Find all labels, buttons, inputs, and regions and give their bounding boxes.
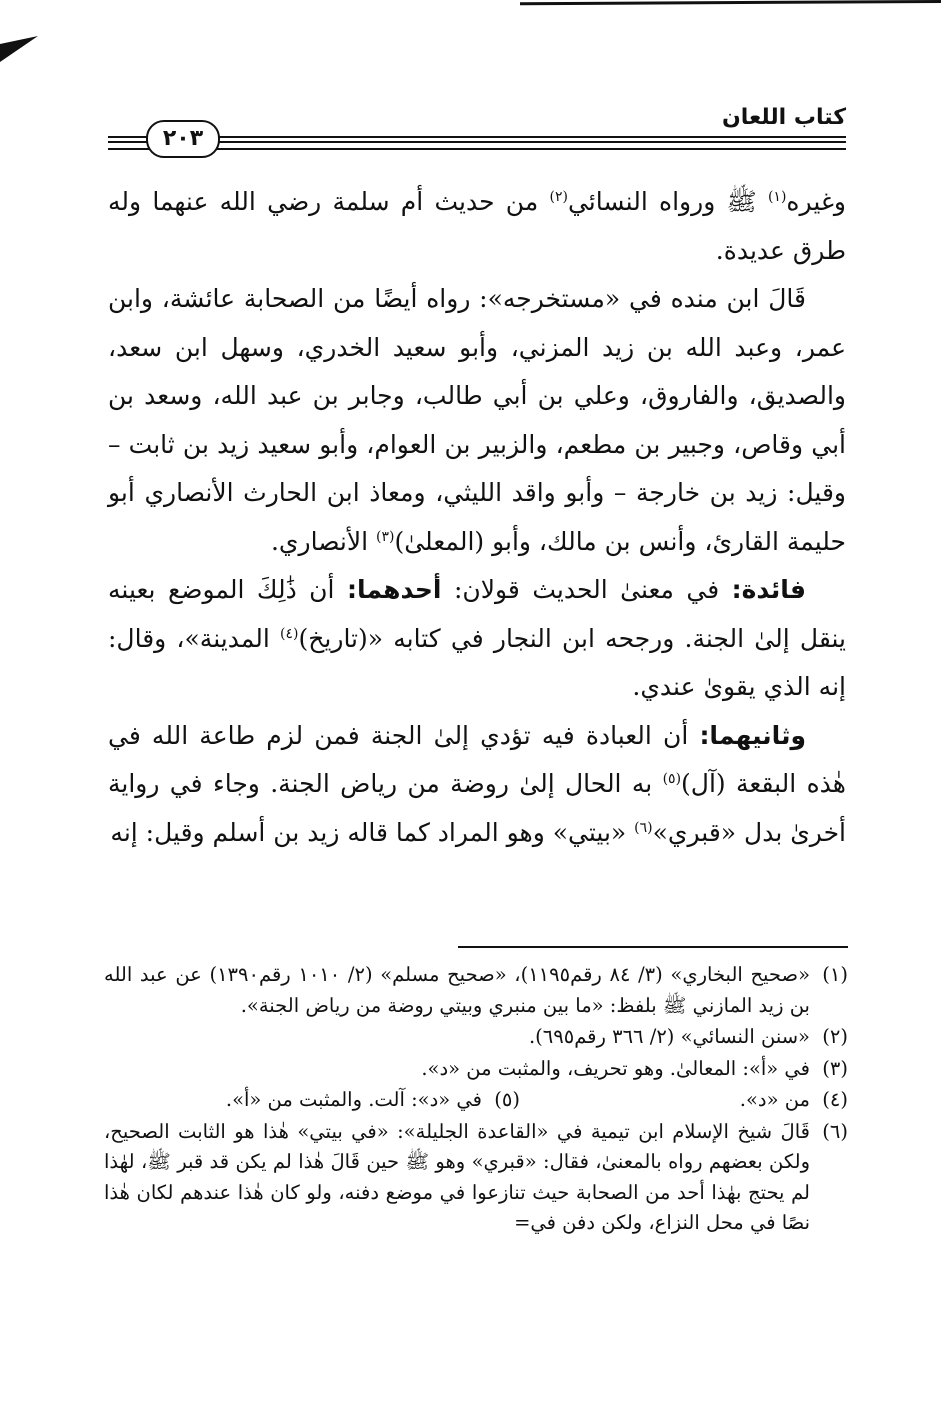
footnote-row [104, 1085, 848, 1117]
footnote-number: (١) [822, 963, 848, 986]
footnote-4: (٤) من «د». [520, 1085, 848, 1116]
footnote-number: (٢) [822, 1025, 848, 1048]
top-edge-line [520, 0, 941, 5]
paragraph-keyword: أحدهما: [346, 575, 442, 604]
main-text [108, 178, 846, 857]
footnotes [104, 960, 848, 1240]
footnote-ref-2[interactable]: (٢) [549, 189, 568, 205]
footnote-number: (٦) [822, 1119, 848, 1143]
footnote-number: (٥) [494, 1088, 520, 1111]
paragraph-4: وثانيهما: أن العبادة فيه تؤدي إلىٰ الجنة فمن لزم طاعة الله في هٰذه البقعة (آل)$^{(٥)}$ به الحال إلىٰ روضة من رياض الجنة. وجاء في رواية أخرىٰ بدل «قبري»$^{(٦)}$ «بيتي» وهو المراد كما قاله زيد بن أسلم وقيل: إنه [108, 720, 846, 847]
footnote-number: (٣) [822, 1056, 848, 1080]
footnote-5: (٥) في «د»: آلت. والمثبت من «أ». [104, 1085, 520, 1116]
paragraph-2: قَالَ ابن منده في «مستخرجه»: رواه أيضًا من الصحابة عائشة، وابن عمر، وعبد الله بن زيد المزني، وأبو سعيد الخدري، وسهل ابن سعد، والصديق، والفاروق، وعلي بن أبي طالب، وجابر بن عبد الله، وسعد بن أبي وقاص، وجبير بن مطعم، والزبير بن العوام، وأبو سعيد زيد بن ثابت – وقيل: زيد بن خارجة – وأبو واقد الليثي، ومعاذ ابن الحارث الأنصاري أبو حليمة القارئ، وأنس بن مالك، وأبو (المعلىٰ)$^{(٣)}$ الأنصاري. [108, 284, 846, 556]
book-title: كتاب اللعان [721, 105, 846, 130]
footnote-6: (٦) قَالَ شيخ الإسلام ابن تيمية في «القاعدة الجليلة»: «في بيتي» هٰذا هو الثابت الصحيح، ولكن بعضهم رواه بالمعنىٰ، فقال: «قبري» وهو ﷺ حين قَالَ هٰذا لم يكن قد قبر ﷺ، لهٰذا لم يحتج بهٰذا أحد من الصحابة حيث تنازعوا في موضع دفنه، ولو كان هٰذا عندهم لكان هٰذا نصًا في محل النزاع، ولكن دفن في= [104, 1117, 848, 1239]
paragraph-lead: فائدة: [731, 575, 807, 604]
footnote-ref-6[interactable]: (٦) [634, 819, 653, 836]
footnote-ref-1[interactable]: (١) [767, 189, 787, 205]
footnote-separator [458, 946, 848, 948]
footnote-1: (١) «صحيح البخاري» (٣/ ٨٤ رقم١١٩٥)، «صحيح مسلم» (٢/ ١٠١٠ رقم١٣٩٠) عن عبد الله بن زيد المازني ﷺ بلفظ: «ما بين منبري وبيتي روضة من رياض الجنة». [104, 960, 848, 1021]
footnote-number: (٤) [822, 1088, 848, 1111]
footnote-3: (٣) في «أ»: المعالىٰ. وهو تحريف، والمثبت من «د». [104, 1054, 848, 1085]
page-number: ٢٠٣ [146, 120, 220, 158]
paragraph-1: وغيره$^{(١)}$ ﷺ ورواه النسائي$^{(٢)}$ من حديث أم سلمة رضي الله عنهما وله طرق عديدة. [108, 187, 847, 265]
paragraph-lead: وثانيهما: [699, 720, 806, 750]
page-header [108, 100, 846, 160]
footnote-2: (٢) «سنن النسائي» (٢/ ٣٦٦ رقم٦٩٥). [104, 1022, 848, 1053]
paragraph-3: فائدة: في معنىٰ الحديث قولان: أحدهما: أن ذَٰلِكَ الموضع بعينه ينقل إلىٰ الجنة. ورجحه ابن النجار في كتابه «(تاريخ)$^{(٤)}$ المدينة»، وقال: إنه الذي يقوىٰ عندي. [108, 575, 846, 701]
corner-mark [0, 36, 38, 62]
footnote-ref-3[interactable]: (٣) [375, 528, 395, 545]
footnote-ref-5[interactable]: (٥) [662, 771, 682, 787]
footnote-ref-4[interactable]: (٤) [280, 625, 299, 642]
